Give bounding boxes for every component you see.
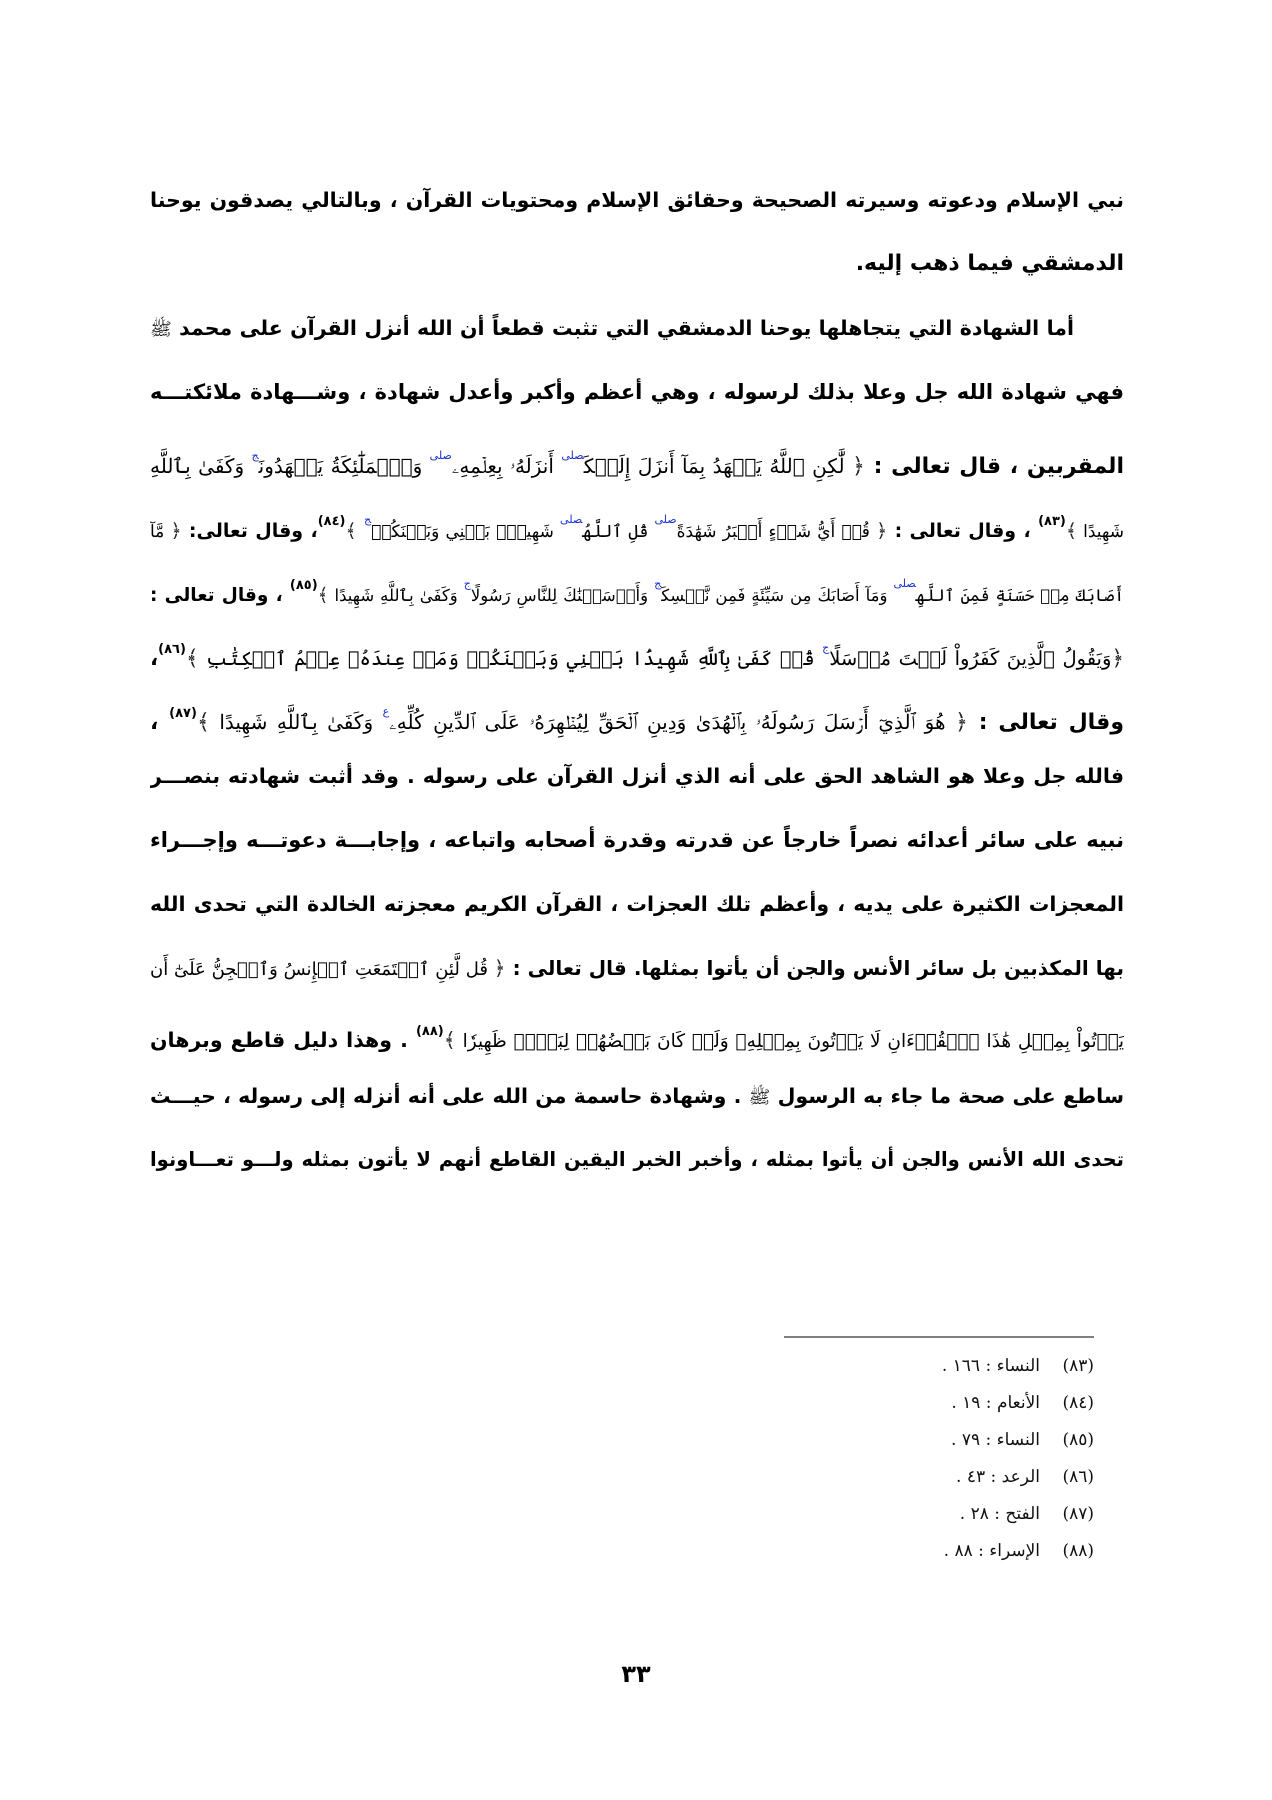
quran-verse-text: وَمَآ أَصَابَكَ مِن سَيِّئَةٍ فَمِن نَّفۡسِكَ: [661, 586, 894, 605]
ornate-bracket: ﴾: [196, 710, 210, 735]
prose-text: [357, 520, 364, 542]
text-line: [150, 808, 1124, 872]
quran-verse-text: وَيَقُولُ ٱلَّذِينَ كَفَرُواْ لَسۡتَ مُرۡسَلًا: [829, 647, 1112, 670]
quran-verse-text: قُلۡ كَفَىٰ بِٱللَّهِ شَهِيدَۢا بَيۡنِي وَبَيۡنَكُمۡ وَمَنۡ عِندَهُۥ عِلۡمُ ٱلۡكِتَٰبِ: [198, 647, 823, 670]
prose-text: المقربين ، قال تعالى :: [864, 454, 1124, 479]
quran-verse-text: وَكَفَىٰ بِٱللَّهِ: [150, 454, 252, 478]
ornate-bracket: ﴾: [345, 520, 357, 542]
pause-mark: صلى: [893, 577, 916, 590]
pause-mark: صلى: [560, 513, 583, 526]
prose-text: ساطع على صحة ما جاء به الرسول: [770, 1084, 1124, 1108]
footnote-reference: (٨٦): [158, 642, 186, 657]
pause-mark: صلى: [654, 513, 677, 526]
footnote-reference: (٨٨): [415, 1024, 444, 1039]
text-line: [150, 872, 1124, 936]
pause-mark: ج: [822, 641, 830, 654]
footnote-item: [674, 1385, 1094, 1422]
footnote-reference: (٨٤): [317, 514, 346, 529]
prose-text: المعجزات الكثيرة على يديه ، وأعظم تلك العجزات ، القرآن الكريم معجزته الخالدة التي تحدى الله: [150, 892, 1124, 916]
pause-mark: ع: [382, 705, 390, 718]
quran-verse-text: قُلِ ٱللَّهُ: [582, 522, 655, 542]
footnote-item: [674, 1348, 1094, 1385]
text-line: [150, 936, 1124, 1000]
text-line: [150, 296, 1124, 360]
footnote-number: (٨٤): [1062, 1393, 1094, 1413]
footnote-item: [674, 1422, 1094, 1459]
quran-verse-text: أَنزَلَهُۥ بِعِلۡمِهِۦ: [451, 454, 562, 478]
prose-text: ،: [150, 646, 159, 671]
quran-verse-text: هُوَ ٱلَّذِيٓ أَرۡسَلَ رَسُولَهُۥ بِٱلۡهُدَىٰ وَدِينِ ٱلۡحَقِّ لِيُظۡهِرَهُۥ عَلَى ٱلدِّينِ كُلِّهِۦ: [389, 710, 956, 734]
text-line: [150, 488, 1124, 552]
text-line: [150, 1064, 1124, 1128]
footnote-item: [674, 1496, 1094, 1533]
pause-mark: ج: [363, 513, 372, 526]
quran-verse-text: لَّٰكِنِ ٱللَّهُ يَشۡهَدُ بِمَآ أَنزَلَ إِلَيۡكَ: [583, 454, 852, 478]
footnote-reference: (٨٣): [1038, 514, 1066, 529]
prose-text: ،: [150, 710, 170, 735]
prose-text: نبيه على سائر أعدائه نصراً خارجاً عن قدرته وقدرة أصحابه واتباعه ، وإجابـــة دعوتـــه وإجـــراء: [150, 828, 1124, 852]
ornate-bracket: ﴾: [1065, 520, 1077, 542]
text-line: [150, 360, 1124, 424]
quran-verse-text: وَكَفَىٰ بِٱللَّهِ شَهِيدًا: [328, 586, 464, 605]
footnote-citation: الأنعام : ١٩ .: [951, 1393, 1040, 1413]
footnote-citation: الرعد : ٤٣ .: [956, 1467, 1040, 1487]
quran-verse-text: مَّآ: [150, 522, 171, 542]
ornate-bracket: ﴾: [443, 1028, 456, 1052]
quran-verse-text: وَكَفَىٰ بِٱللَّهِ شَهِيدًا: [209, 710, 383, 734]
quran-verse-text: قُل لَّئِنِ ٱجۡتَمَعَتِ ٱلۡإِنسُ وَٱلۡجِنُّ عَلَىٰٓ أَن: [150, 959, 494, 980]
ornate-bracket: ﴿: [955, 710, 968, 735]
ornate-bracket: ﴿: [170, 520, 182, 542]
prose-text: ، وقال تعالى:: [181, 520, 318, 542]
footnote-citation: الإسراء : ٨٨ .: [943, 1541, 1040, 1561]
footnote-citation: النساء : ٧٩ .: [951, 1430, 1040, 1450]
prose-text: نبي الإسلام ودعوته وسيرته الصحيحة وحقائق الإسلام ومحتويات القرآن ، وبالتالي يصدقون يوحنا: [150, 188, 1124, 212]
text-line: [150, 552, 1124, 616]
text-line: [150, 168, 1124, 232]
footnote-number: (٨٥): [1062, 1430, 1094, 1450]
ornate-bracket: ﴿: [851, 454, 865, 479]
ornate-bracket: ﴿: [493, 956, 506, 980]
quran-verse-text: شَهِيدُۢ بَيۡنِي وَبَيۡنَكُمۡ: [371, 522, 561, 542]
pause-mark: ج: [251, 449, 259, 462]
footnote-separator: [784, 1336, 1094, 1338]
footnotes-list: [674, 1348, 1094, 1570]
text-line: [150, 680, 1124, 744]
pause-mark: ج: [654, 577, 662, 590]
pause-mark: ج: [463, 577, 471, 590]
prose-text: فالله جل وعلا هو الشاهد الحق على أنه الذي أنزل القرآن على رسوله . وقد أثبت شهادته بنصـــر: [150, 764, 1124, 788]
ornate-bracket: ﴿: [876, 520, 888, 542]
text-line: [150, 616, 1124, 680]
quran-verse-text: يَأۡتُواْ بِمِثۡلِ هَٰذَا ٱلۡقُرۡءَانِ لَا يَأۡتُونَ بِمِثۡلِهِۦ وَلَوۡ كَانَ بَعۡضُهُمۡ لِبَعۡضٖ ظَهِيرٗا: [455, 1031, 1124, 1052]
quran-verse-text: وَٱلۡمَلَٰٓئِكَةُ يَشۡهَدُونَ: [258, 454, 430, 478]
footnote-item: [674, 1533, 1094, 1570]
pause-mark: صلى: [429, 449, 452, 462]
ornate-bracket: ﴾: [317, 585, 329, 606]
text-line: [150, 424, 1124, 488]
footnote-reference: (٨٧): [169, 706, 197, 721]
footnote-number: (٨٦): [1062, 1467, 1094, 1487]
prose-text: فهي شهادة الله جل وعلا بذلك لرسوله ، وهي أعظم وأكبر وأعدل شهادة ، وشـــهادة ملائكتـــه: [150, 380, 1124, 404]
prose-text: ، وقال تعالى :: [150, 585, 290, 606]
prose-text: ، وقال تعالى :: [887, 520, 1039, 542]
quran-verse-text: وَأَرۡسَلۡنَٰكَ لِلنَّاسِ رَسُولًا: [470, 586, 655, 605]
prose-text: أما الشهادة التي يتجاهلها يوحنا الدمشقي التي تثبت قطعاً أن الله أنزل القرآن على محمد: [171, 316, 1074, 340]
quran-verse-text: شَهِيدًا: [1076, 522, 1124, 542]
footnote-number: (٨٣): [1062, 1356, 1094, 1376]
text-line: [150, 1128, 1124, 1192]
text-line: [150, 744, 1124, 808]
footnote-reference: (٨٥): [289, 578, 318, 593]
prose-text: تحدى الله الأنس والجن أن يأتوا بمثله ، وأخبر الخبر اليقين القاطع أنهم لا يأتون بمثله ولـــو تعـــاونوا: [150, 1148, 1124, 1171]
prose-text: . وهذا دليل قاطع وبرهان: [150, 1028, 416, 1052]
ornate-bracket: ﴾: [185, 646, 199, 671]
text-line: [150, 1000, 1124, 1064]
footnote-citation: النساء : ١٦٦ .: [941, 1356, 1040, 1376]
salutation-glyph: ﷺ: [748, 1087, 771, 1108]
text-line: [150, 232, 1124, 296]
salutation-glyph: ﷺ: [150, 319, 172, 340]
quran-verse-text: قُلۡ أَيُّ شَيۡءٍ أَكۡبَرُ شَهَٰدَةً: [676, 522, 877, 542]
footnote-citation: الفتح : ٢٨ .: [959, 1504, 1040, 1524]
prose-text: وقال تعالى :: [967, 710, 1124, 735]
page-number: ٣٣: [621, 1660, 651, 1688]
pause-mark: صلى: [561, 449, 584, 462]
quran-verse-text: أَصَابَكَ مِنۡ حَسَنَةٍ فَمِنَ ٱللَّهِ: [915, 586, 1124, 605]
prose-text: بها المكذبين بل سائر الأنس والجن أن يأتوا بمثلها. قال تعالى :: [505, 956, 1124, 980]
prose-text: الدمشقي فيما ذهب إليه.: [855, 251, 1124, 276]
footnote-item: [674, 1459, 1094, 1496]
prose-text: . وشهادة حاسمة من الله على أنه أنزله إلى رسوله ، حيـــث: [150, 1084, 749, 1108]
ornate-bracket: ﴿: [1111, 646, 1124, 671]
footnote-number: (٨٨): [1062, 1541, 1094, 1561]
body-text: [150, 168, 1124, 1192]
footnote-number: (٨٧): [1062, 1504, 1094, 1524]
